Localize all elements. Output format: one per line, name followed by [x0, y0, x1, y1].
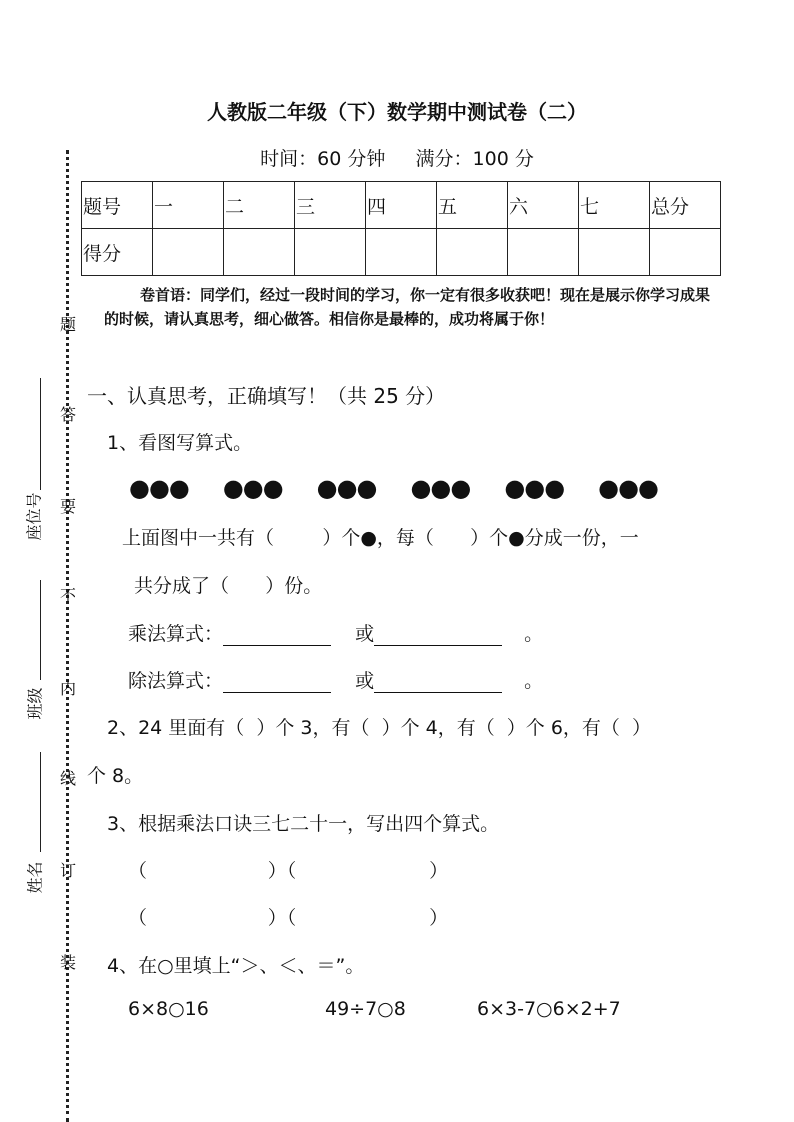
seat-number-label: 座位号 — [24, 492, 44, 541]
dot-group: ●●● — [316, 474, 377, 502]
division-row — [128, 666, 543, 693]
dot-groups — [129, 474, 692, 502]
exam-info: 时间：60 分钟 满分：100 分 — [260, 148, 534, 170]
binding-char: 装 — [59, 953, 76, 972]
score-cell[interactable] — [153, 229, 224, 276]
dot-group: ●●● — [410, 474, 471, 502]
dot-group: ●●● — [598, 474, 658, 502]
score-cell[interactable] — [437, 229, 508, 276]
table-cell: 二 — [224, 182, 295, 229]
class-label: 班级 — [25, 687, 45, 720]
table-cell: 七 — [579, 182, 650, 229]
score-table-header-row — [82, 182, 721, 229]
score-cell[interactable] — [579, 229, 650, 276]
question-4-item: 6×3-7○6×2+7 — [477, 998, 621, 1020]
table-cell: 五 — [437, 182, 508, 229]
table-cell: 得分 — [82, 229, 153, 276]
dot-group: ●●● — [222, 474, 283, 502]
question-3-row2: （ ）（ ） — [128, 907, 449, 929]
mult-answer-blank[interactable] — [223, 623, 331, 646]
question-3-row1: （ ）（ ） — [128, 860, 449, 882]
section-heading: 一、认真思考，正确填写！（共 25 分） — [87, 384, 446, 408]
score-table — [81, 181, 721, 276]
div-label: 除法算式： — [128, 670, 224, 692]
binding-char: 不 — [59, 586, 76, 605]
score-cell[interactable] — [224, 229, 295, 276]
score-cell[interactable] — [508, 229, 579, 276]
or-text: 或 — [355, 623, 375, 645]
table-cell: 一 — [153, 182, 224, 229]
div-answer-blank-2[interactable] — [374, 670, 502, 693]
score-cell[interactable] — [650, 229, 721, 276]
question-4-item: 49÷7○8 — [325, 998, 406, 1020]
end-mark: 。 — [524, 670, 544, 692]
score-cell[interactable] — [295, 229, 366, 276]
table-cell: 三 — [295, 182, 366, 229]
name-label: 姓名 — [25, 861, 45, 894]
question-2-line2: 个 8。 — [87, 765, 144, 787]
binding-char: 内 — [59, 679, 76, 698]
score-cell[interactable] — [366, 229, 437, 276]
table-cell: 四 — [366, 182, 437, 229]
intro-text: 卷首语：同学们，经过一段时间的学习，你一定有很多收获吧！现在是展示你学习成果的时候，请认真思考，细心做答。相信你是最棒的，成功将属于你！ — [104, 286, 711, 328]
question-4-item: 6×8○16 — [128, 998, 209, 1020]
question-1-line1: 上面图中一共有（ ）个●，每（ ）个●分成一份，一 — [122, 527, 639, 549]
table-cell: 题号 — [82, 182, 153, 229]
binding-dotted-line — [66, 150, 69, 1122]
binding-char: 要 — [59, 497, 76, 516]
seat-number-line[interactable] — [40, 378, 41, 490]
multiplication-row — [128, 619, 543, 646]
table-cell: 六 — [508, 182, 579, 229]
page-title: 人教版二年级（下）数学期中测试卷（二） — [207, 100, 587, 124]
question-2-line1: 2、24 里面有（ ）个 3，有（ ）个 4，有（ ）个 6，有（ ） — [107, 717, 652, 739]
question-1-stem: 1、看图写算式。 — [107, 432, 253, 454]
binding-char: 订 — [59, 861, 76, 880]
question-4-stem: 4、在○里填上“＞、＜、＝”。 — [107, 955, 365, 977]
question-1-line2: 共分成了（ ）份。 — [134, 575, 323, 597]
binding-char: 题 — [59, 315, 76, 334]
binding-char: 线 — [59, 769, 76, 788]
end-mark: 。 — [524, 623, 544, 645]
dot-group: ●●● — [504, 474, 565, 502]
name-line[interactable] — [40, 752, 41, 852]
or-text: 或 — [355, 670, 375, 692]
table-cell: 总分 — [650, 182, 721, 229]
div-answer-blank[interactable] — [223, 670, 331, 693]
class-line[interactable] — [40, 580, 41, 680]
question-3-stem: 3、根据乘法口诀三七二十一，写出四个算式。 — [107, 813, 500, 835]
dot-group: ●●● — [129, 474, 189, 502]
binding-char: 答 — [59, 405, 76, 424]
mult-label: 乘法算式： — [128, 623, 224, 645]
score-table-score-row — [82, 229, 721, 276]
mult-answer-blank-2[interactable] — [374, 623, 502, 646]
